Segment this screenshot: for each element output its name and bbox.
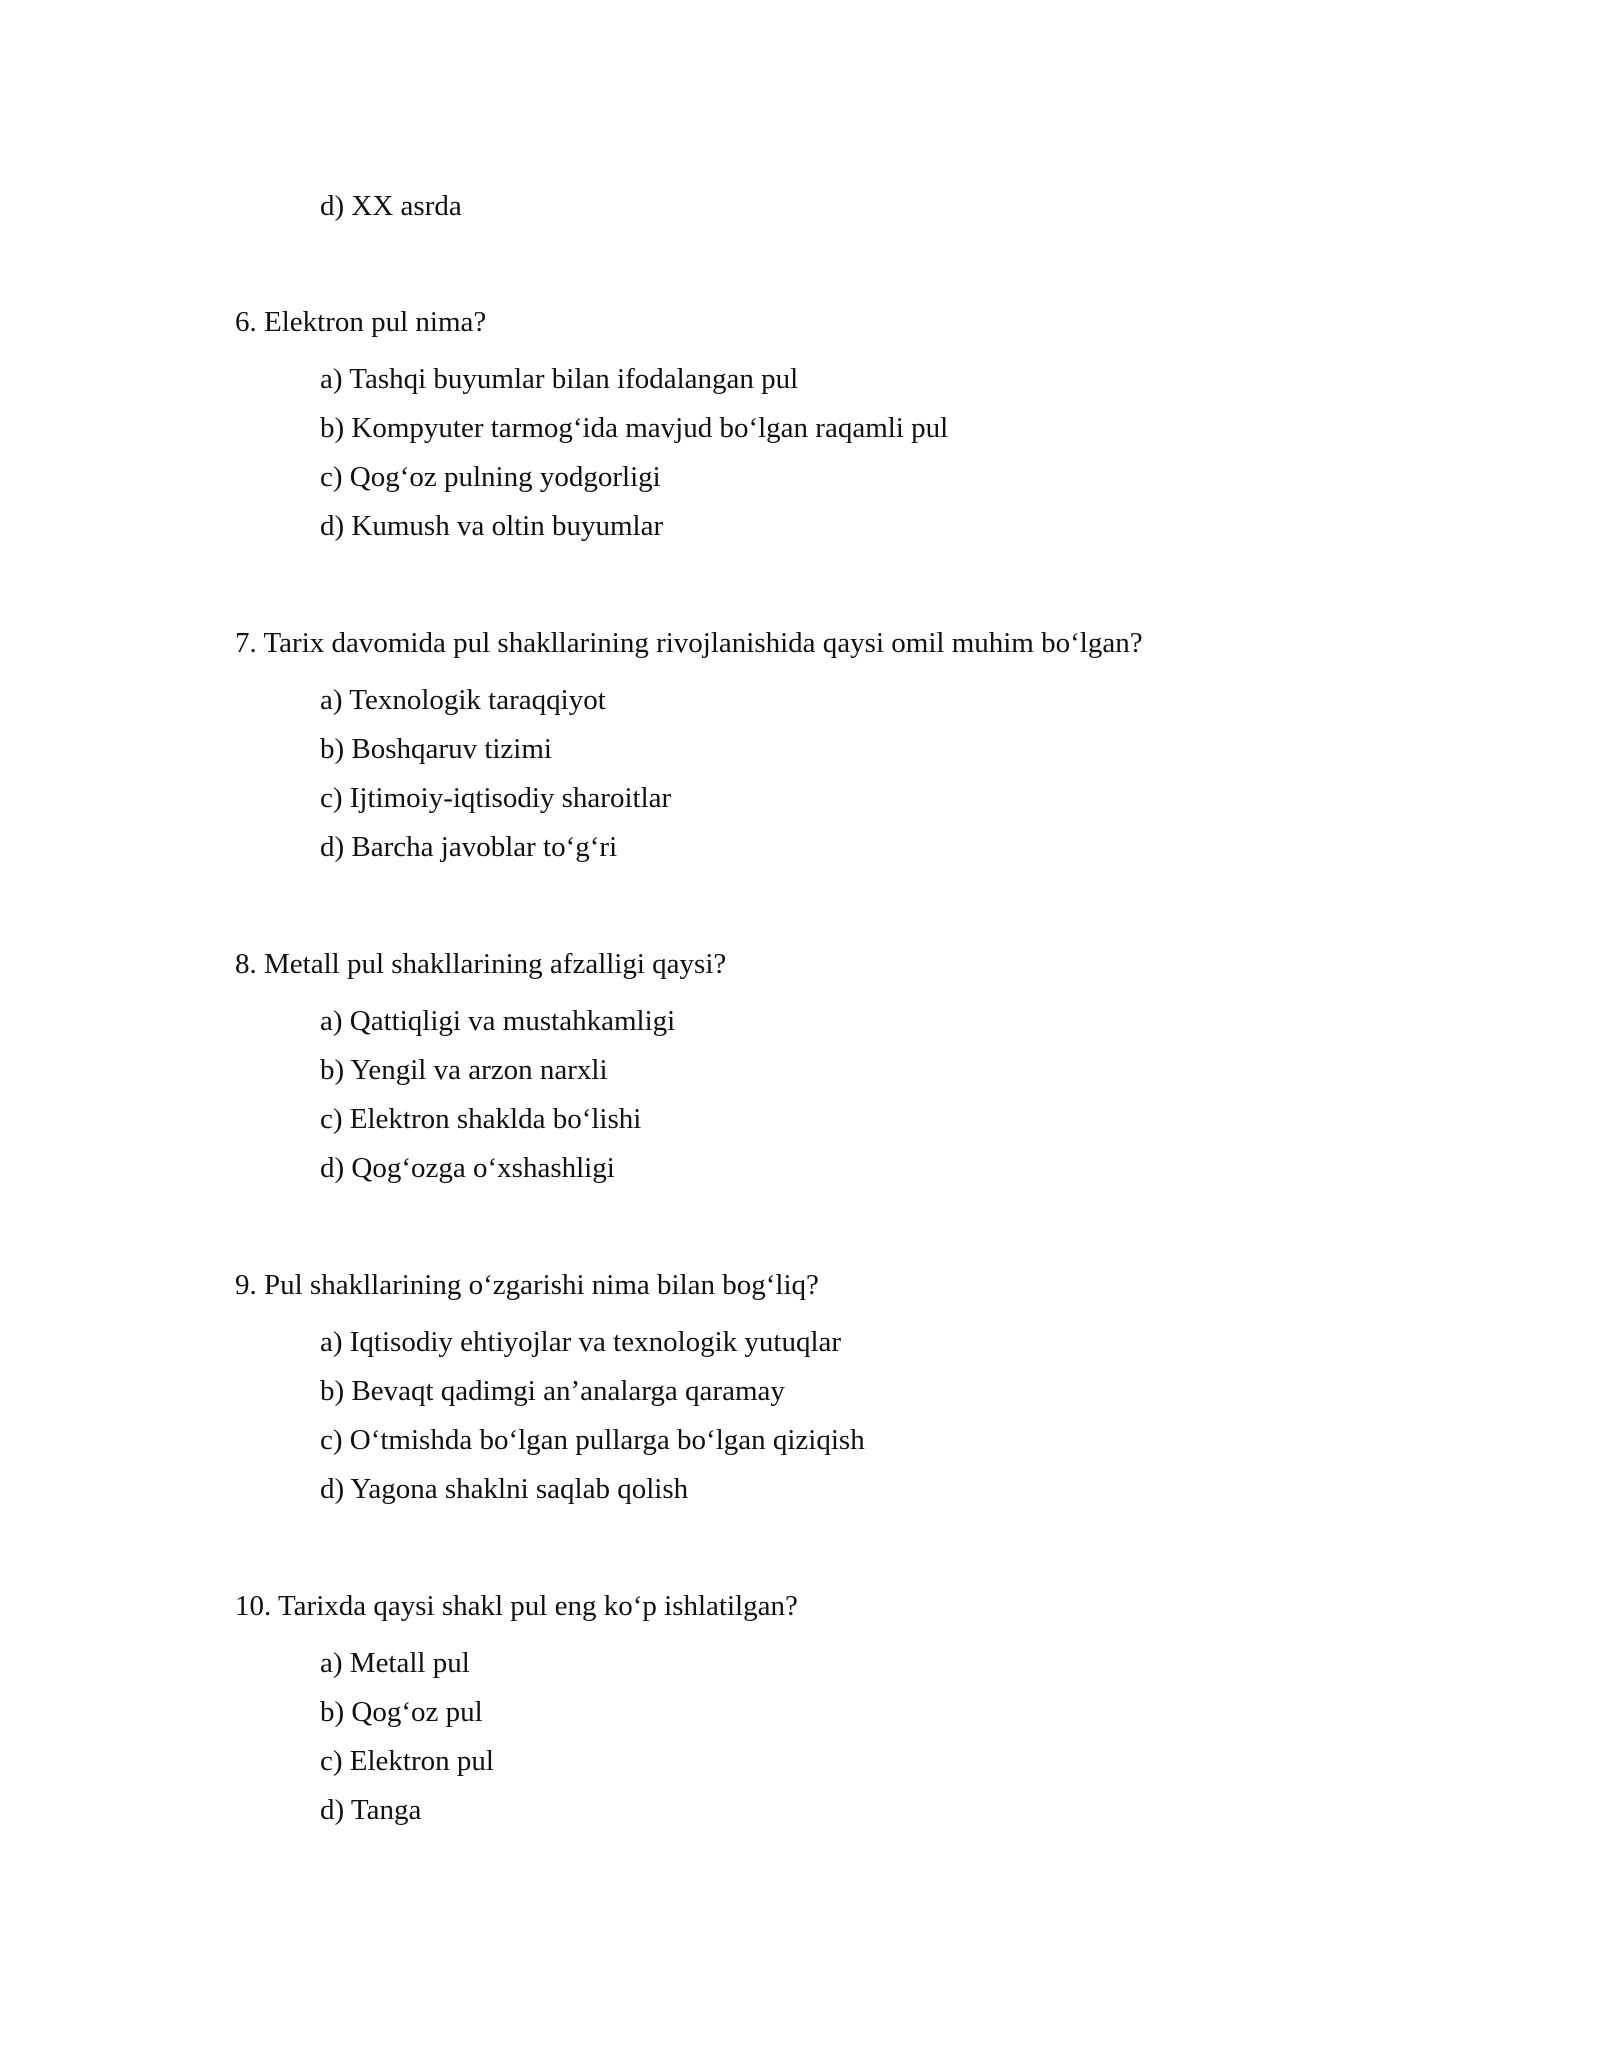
question-8-option-c: c) Elektron shaklda bo‘lishi (320, 1103, 642, 1135)
question-9-option-d: d) Yagona shaklni saqlab qolish (320, 1473, 689, 1505)
question-8: 8. Metall pul shakllarining afzalligi qaysi? (235, 948, 727, 980)
question-9-option-b: b) Bevaqt qadimgi an’analarga qaramay (320, 1375, 785, 1407)
question-10-option-b: b) Qog‘oz pul (320, 1696, 483, 1728)
question-9-option-c: c) O‘tmishda bo‘lgan pullarga bo‘lgan qiziqish (320, 1424, 865, 1456)
question-7-option-d: d) Barcha javoblar to‘g‘ri (320, 831, 618, 863)
question-6-option-b: b) Kompyuter tarmog‘ida mavjud bo‘lgan raqamli pul (320, 412, 949, 444)
question-8-option-a: a) Qattiqligi va mustahkamligi (320, 1005, 676, 1037)
question-7: 7. Tarix davomida pul shakllarining rivojlanishida qaysi omil muhim bo‘lgan? (235, 627, 1143, 659)
question-9-option-a: a) Iqtisodiy ehtiyojlar va texnologik yutuqlar (320, 1326, 842, 1358)
question-7-option-c: c) Ijtimoiy-iqtisodiy sharoitlar (320, 782, 672, 814)
question-10-option-d: d) Tanga (320, 1794, 422, 1826)
question-10-option-c: c) Elektron pul (320, 1745, 494, 1777)
question-6: 6. Elektron pul nima? (235, 306, 487, 338)
question-7-option-a: a) Texnologik taraqqiyot (320, 684, 606, 716)
question-10-option-a: a) Metall pul (320, 1647, 470, 1679)
leading-option: d) XX asrda (320, 190, 462, 222)
question-9: 9. Pul shakllarining o‘zgarishi nima bilan bog‘liq? (235, 1269, 819, 1301)
question-6-option-a: a) Tashqi buyumlar bilan ifodalangan pul (320, 363, 799, 395)
question-8-option-d: d) Qog‘ozga o‘xshashligi (320, 1152, 615, 1184)
question-6-option-d: d) Kumush va oltin buyumlar (320, 510, 664, 542)
question-8-option-b: b) Yengil va arzon narxli (320, 1054, 608, 1086)
question-10: 10. Tarixda qaysi shakl pul eng ko‘p ishlatilgan? (235, 1590, 798, 1622)
question-6-option-c: c) Qog‘oz pulning yodgorligi (320, 461, 661, 493)
question-7-option-b: b) Boshqaruv tizimi (320, 733, 552, 765)
